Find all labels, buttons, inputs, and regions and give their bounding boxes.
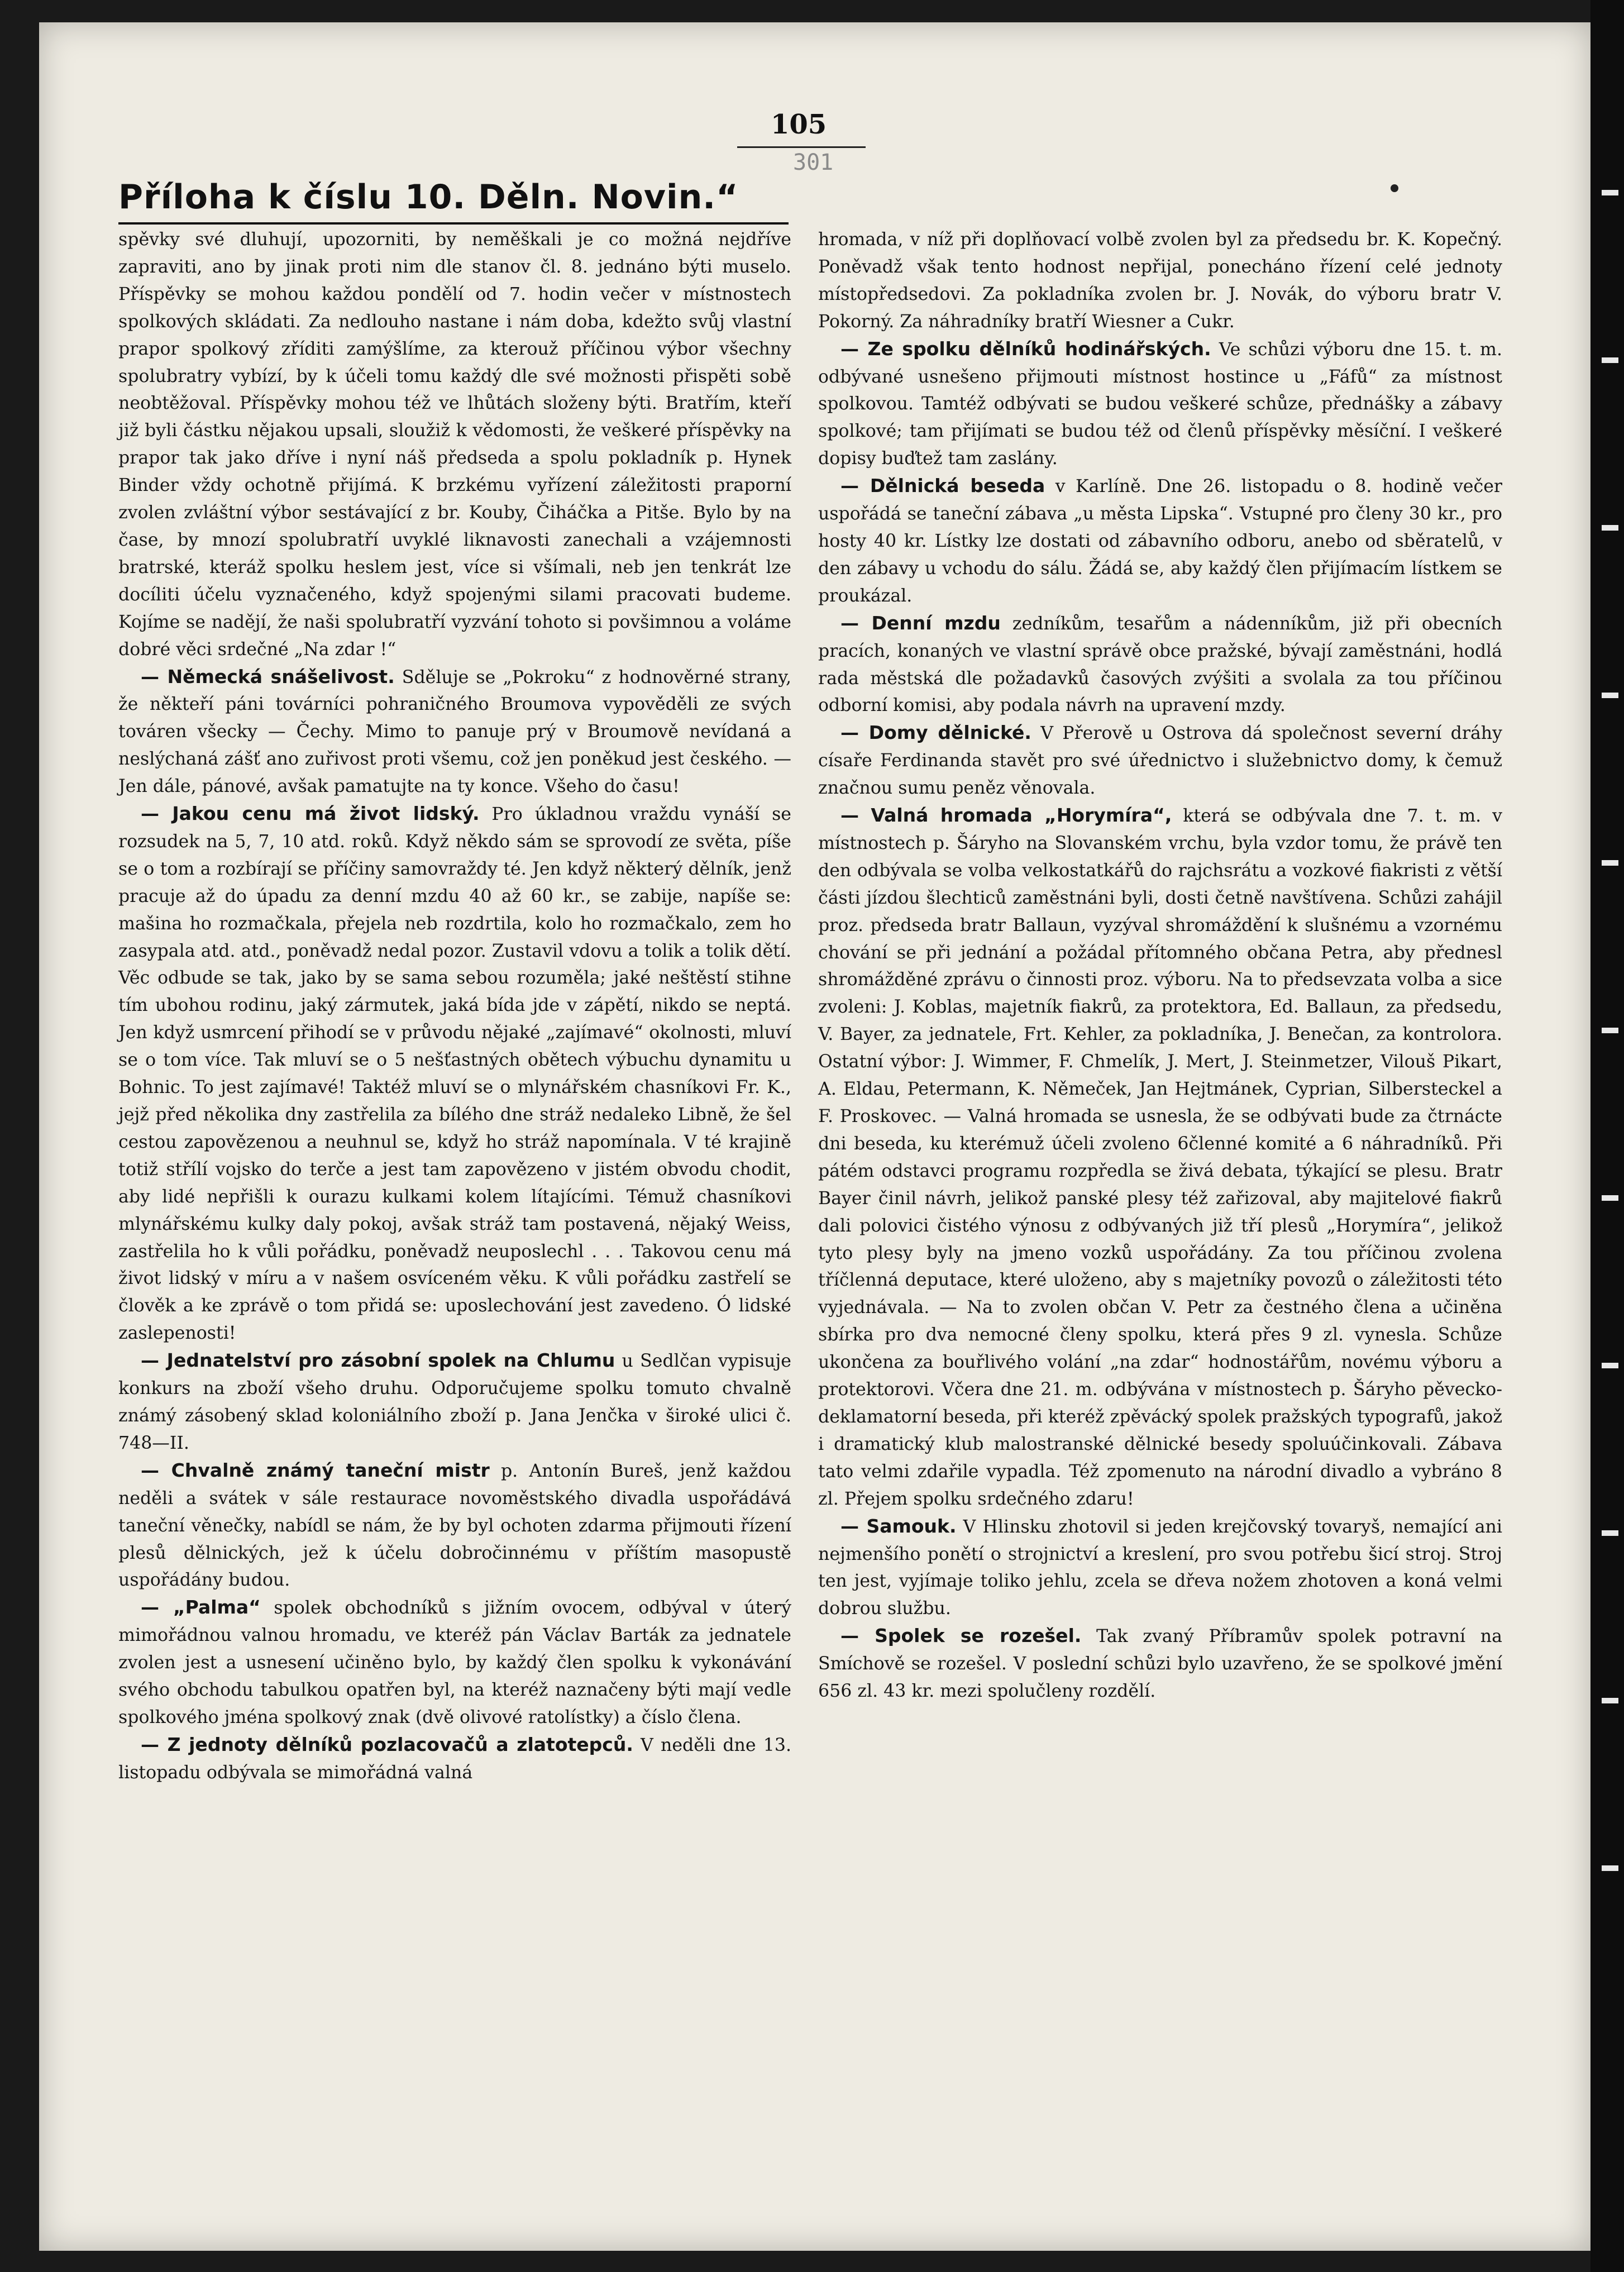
article-headline: — Domy dělnické.	[840, 722, 1031, 744]
article-text: spolek obchodníků s jižním ovocem, odbýval v úterý mimořádnou valnou hromadu, ve kteréž pán Václav Barták za jednatele zvolen jest a usnesení učiněno bylo, by každý člen spolku k vykonávání svého obchodu tabulkou opatřen byl, na kteréž naznačeny býti mají vedle spolkového jména spolkový znak (dvě olivové ratolístky) a číslo člena.	[118, 1598, 791, 1727]
article-paragraph	[118, 664, 791, 801]
article-text: hromada, v níž při doplňovací volbě zvolen byl za předsedu br. K. Kopečný. Poněvadž však tento hodnost nepřijal, ponecháno řízení celé jednoty místopředsedovi. Za pokladníka zvolen br. J. Novák, do výboru bratr V. Pokorný. Za náhradníky bratří Wiesner a Cukr.	[818, 230, 1502, 332]
article-paragraph	[118, 1594, 791, 1731]
article-paragraph	[118, 226, 791, 664]
article-paragraph	[818, 472, 1502, 610]
article-text: Pro úkladnou vraždu vynáší se rozsudek na 5, 7, 10 atd. roků. Když někdo sám se sprovodí ze světa, píše se o tom a rozbírají se příčiny samovraždy té. Jen když některý dělník, jenž pracuje až do úpadu za denní mzdu 40 až 60 kr., se zabije, napíše se: mašina ho rozmačkala, přejela neb rozdrtila, kolo ho rozmačkalo, zem ho zasypala atd. atd., poněvadž nedal pozor. Zustavil vdovu a tolik a tolik dětí. Věc odbude se tak, jako by se sama sebou rozuměla; jaké neštěstí stihne tím ubohou rodinu, jaký zármutek, jaká bída jde v zápětí, nikdo se neptá. Jen když usmrcení přihodí se v průvodu nějaké „zajímavé“ okolnosti, mluví se o tom více. Tak mluví se o 5 nešťastných obětech výbuchu dynamitu u Bohnic. To jest zajímavé! Taktéž mluví se o mlynářském chasníkovi Fr. K., jejž před několika dny zastřelila za bílého dne stráž nedaleko Libně, že šel cestou zapovězenou a neuhnul se, když ho stráž napomínala. V té krajině totiž střílí vojsko do terče a jest tam zapovězeno v jistém obvodu chodit, aby lidé nepřišli k ourazu kulkami kolem lítajícími. Témuž chasníkovi mlynářskému kulky daly pokoj, avšak stráž tam postavená, nějaký Weiss, zastřelila ho k vůli pořádku, poněvadž neuposlechl . . . Takovou cenu má život lidský v míru a v našem osvíceném věku. K vůli pořádku zastřelí se člověk a ke zprávě o tom přidá se: uposlechování jest zavedeno. Ó lidské zaslepenosti!	[118, 804, 791, 1344]
article-paragraph	[818, 802, 1502, 1513]
right-column	[818, 226, 1502, 1705]
article-text: Sděluje se „Pokroku“ z hodnověrné strany, že někteří páni továrníci pohraničného Broumova vypověděli ze svých továren všecky — Čechy. Mimo to panuje prý v Broumově nevídaná a neslýchaná zášť ano zuřivost proti všemu, což jen poněkud jest českého. — Jen dále, pánové, avšak pamatujte na ty konce. Všeho do času!	[118, 667, 791, 797]
article-paragraph	[118, 1731, 791, 1787]
article-paragraph	[118, 1457, 791, 1595]
article-text: u Sedlčan vypisuje konkurs na zboží všeho druhu. Odporučujeme spolku tomuto chvalně známý zásobený sklad koloniálního zboží p. Jana Jenčka v široké ulici č. 748—II.	[118, 1351, 791, 1453]
article-text: V Přerově u Ostrova dá společnost severní dráhy císaře Ferdinanda stavět pro své úřednictvo i služebnictvo domy, k čemuž značnou sumu peněz věnovala.	[818, 723, 1502, 799]
article-paragraph	[118, 800, 791, 1347]
article-paragraph	[818, 336, 1502, 473]
article-headline: — Valná hromada „Horymíra“,	[840, 804, 1172, 827]
article-paragraph	[118, 1347, 791, 1457]
article-paragraph	[818, 719, 1502, 802]
heading-rule	[118, 222, 789, 225]
article-text: Ve schůzi výboru dne 15. t. m. odbývané usnešeno přijmouti místnost hostince u „Fáfů“ za místnost spolkovou. Tamtéž odbývati se budou veškeré schůze, přednášky a zábavy spolkové; tam přijímati se budou též od členů příspěvky měsíční. I veškeré dopisy buďtež tam zaslány.	[818, 339, 1502, 469]
article-text: v Karlíně. Dne 26. listopadu o 8. hodině večer uspořádá se taneční zábava „u města Lipska“. Vstupné pro členy 30 kr., pro hosty 40 kr. Lístky lze dostati od zábavního odboru, anebo od sběratelů, v den zábavy u vchodu do sálu. Žádá se, aby každý člen přijímacím lístkem se proukázal.	[818, 476, 1502, 606]
article-paragraph	[818, 226, 1502, 336]
article-headline: — Jednatelství pro zásobní spolek na Chlumu	[141, 1349, 615, 1372]
left-column	[118, 226, 791, 1787]
page-number-rule	[737, 146, 866, 148]
page-number: 105	[771, 109, 827, 140]
scan-edge	[1590, 0, 1624, 2272]
article-text: p. Antonín Bureš, jenž každou neděli a svátek v sále restaurace novoměstského divadla uspořádává taneční věnečky, nabídl se nám, že by byl ochoten zdarma přijmouti řízení plesů dělnických, jež k účelu dobročinnému v příštím masopustě uspořádány budou.	[118, 1460, 791, 1591]
article-paragraph	[818, 1622, 1502, 1705]
article-headline: — Jakou cenu má život lidský.	[141, 803, 480, 825]
article-paragraph	[818, 610, 1502, 720]
article-headline: — Spolek se rozešel.	[840, 1625, 1082, 1647]
article-headline: — Chvalně známý taneční mistr	[141, 1459, 490, 1481]
supplement-heading: Příloha k číslu 10. Děln. Novin.“	[118, 178, 739, 217]
article-headline: — Samouk.	[840, 1515, 957, 1537]
article-headline: — Denní mzdu	[840, 612, 1001, 634]
article-text: V Hlinsku zhotovil si jeden krejčovský tovaryš, nemající ani nejmenšího ponětí o strojnictví a kreslení, pro svou potřebu šicí stroj. Stroj ten jest, vyjímaje toliko jehlu, zcela se dřeva nožem zhotoven a koná velmi dobrou službu.	[818, 1516, 1502, 1619]
article-text: spěvky své dluhují, upozorniti, by neměškali je co možná nejdříve zapraviti, ano by jinak proti nim dle stanov čl. 8. jednáno býti muselo. Příspěvky se mohou každou pondělí od 7. hodin večer v místnostech spolkových skládati. Za nedlouho nastane i nám doba, kdežto svůj vlastní prapor spolkový zříditi zamýšlíme, za kterouž příčinou výbor všechny spolubratry vybízí, by k účeli tomu každý dle své možnosti přispěti sobě neobtěžoval. Příspěvky mohou též ve lhůtách složeny býti. Bratřím, kteří již byli částku nějakou upsali, sloužiž k vědomosti, že veškeré příspěvky na prapor tak jako dříve i nyní náš předseda a spolu pokladník p. Hynek Binder vždy ochotně přijímá. K brzkému vyřízení záležitosti praporní zvolen zvláštní výbor sestávající z br. Kouby, Čiháčka a Pitše. Bylo by na čase, by mnozí spolubratří uvyklé liknavosti zanechali a vzájemnosti bratrské, kteráž spolku heslem jest, více si všímali, neb jen tenkrát lze docíliti účelu vyznačeného, když spojenými silami pracovati budeme. Kojíme se nadějí, že naši spolubratří vyzvání tohoto si povšimnou a voláme dobré věci srdečné „Na zdar !“	[118, 230, 791, 660]
article-headline: — „Palma“	[141, 1596, 261, 1619]
article-headline: — Dělnická beseda	[840, 475, 1045, 497]
article-text: Tak zvaný Příbramův spolek potravní na Smíchově se rozešel. V poslední schůzi bylo uzavřeno, že se spolkové jmění 656 zl. 43 kr. mezi spolučleny rozdělí.	[818, 1626, 1502, 1702]
archive-stamp: 301	[793, 150, 834, 175]
article-text: zedníkům, tesařům a nádenníkům, již při obecních pracích, konaných ve vlastní správě obce pražské, bývají zaměstnáni, hodlá rada městská dle požadavků časových zvýšiti a svolala za tou příčinou odborní komisi, aby podala návrh na upravení mzdy.	[818, 613, 1502, 716]
article-text: která se odbývala dne 7. t. m. v místnostech p. Šáryho na Slovanském vrchu, byla vzdor tomu, že právě ten den odbývala se volba velkostatkářů do rajchsrátu a vozkové fiakristi z větší části jízdou šlechticů zaměstnáni byli, dosti četně navštívena. Schůzi zahájil proz. předseda bratr Ballaun, vyzýval shromáždění k slušnému a vzornému chování se při jednání a požádal přítomného občana Petra, aby přednesl shromážděné zprávu o činnosti proz. výboru. Na to předsevzata volba a sice zvoleni: J. Koblas, majetník fiakrů, za protektora, Ed. Ballaun, za předsedu, V. Bayer, za jednatele, Frt. Kehler, za pokladníka, J. Benečan, za kontrolora. Ostatní výbor: J. Wimmer, F. Chmelík, J. Mert, J. Steinmetzer, Vilouš Pikart, A. Eldau, Petermann, K. Němeček, Jan Hejtmánek, Cyprian, Silbersteckel a F. Proskovec. — Valná hromada se usnesla, že se odbývati bude za čtrnácte dni beseda, ku kterémuž účeli zvoleno 6členné komité a 6 náhradníků. Při pátém odstavci programu rozpředla se živá debata, týkající se plesu. Bratr Bayer činil návrh, jelikož panské plesy též zařizoval, aby majitelové fiakrů dali polovici čistého výnosu z odbývaných již tří plesů „Horymíra“, jelikož tyto plesy byly na jmeno vozků uspořádány. Za tou příčinou zvolena tříčlenná deputace, které uloženo, aby s majetníky povozů o záležitosti této vyjednávala. — Na to zvolen občan V. Petr za čestného člena a učiněna sbírka pro dva nemocné členy spolku, která přes 9 zl. vynesla. Schůze ukončena za bouřlivého volání „na zdar“ hodnostářům, novému výboru a protektorovi. Včera dne 21. m. odbývána v místnostech p. Šáryho pěvecko-deklamatorní beseda, při kteréž zpěvácký spolek pražských typografů, jakož i dramatický klub malostranské dělnické besedy spoluúčinkovali. Zábava tato velmi zdařile vypadla. Též zpomenuto na národní divadlo a vybráno 8 zl. Přejem spolku srdečného zdaru!	[818, 806, 1502, 1509]
article-headline: — Ze spolku dělníků hodinářských.	[840, 337, 1211, 360]
article-text: V neděli dne 13. listopadu odbývala se mimořádná valná	[118, 1735, 791, 1783]
article-headline: — Německá snášelivost.	[141, 665, 395, 688]
article-headline: — Z jednoty dělníků pozlacovačů a zlatotepců.	[141, 1733, 633, 1755]
article-paragraph	[818, 1513, 1502, 1623]
ink-dot	[1391, 184, 1398, 192]
scan-edge-marks	[1602, 112, 1618, 1899]
